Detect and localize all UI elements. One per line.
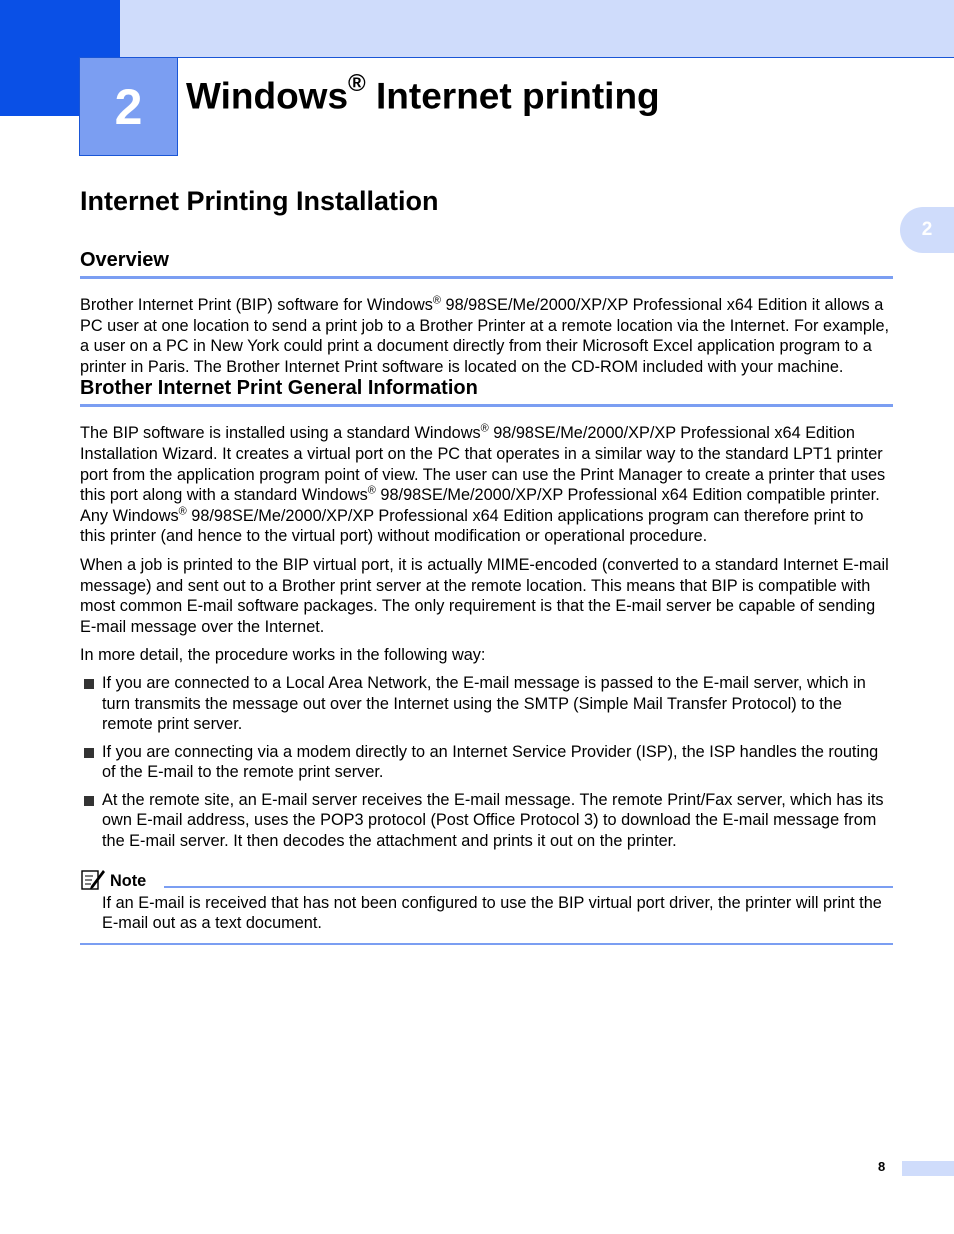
page-number: 8 bbox=[878, 1159, 886, 1174]
header-band bbox=[0, 0, 954, 58]
registered-mark: ® bbox=[367, 484, 376, 497]
overview-heading: Overview bbox=[80, 249, 893, 279]
chapter-title bbox=[186, 70, 660, 117]
chapter-title-word: Windows bbox=[186, 75, 349, 117]
note-pencil-icon bbox=[80, 867, 106, 891]
procedure-list bbox=[80, 673, 893, 852]
overview-paragraph: Brother Internet Print (BIP) software for Windows® 98/98SE/Me/2000/XP/XP Professional x64 Edition it allows a PC user at one location to send a print job to a Brother Printer at a remote location via the Internet. For example, a user on a PC in New York could print a document directly from their Microsoft Excel application program to a printer in Paris. The Brother Internet Print software is located on the CD-ROM included with your machine. bbox=[80, 294, 890, 376]
general-paragraph-3: In more detail, the procedure works in the following way: bbox=[80, 646, 486, 665]
footer-tab bbox=[902, 1161, 954, 1176]
general-info-heading: Brother Internet Print General Information bbox=[80, 377, 893, 407]
list-item: At the remote site, an E-mail server receives the E-mail message. The remote Print/Fax server, which has its own E-mail address, uses the POP3 protocol (Post Office Protocol 3) to download the E-mail message from the E-mail server. It then decodes the attachment and prints it out on the printer. bbox=[80, 790, 893, 852]
general-paragraph-1: The BIP software is installed using a standard Windows® 98/98SE/Me/2000/XP/XP Professional x64 Edition Installation Wizard. It creates a virtual port on the PC that operates in a similar way to the standard LPT1 printer port from the application program point of view. The user can use the Print Manager to create a printer that uses this port along with a standard Windows® 98/98SE/Me/2000/XP/XP Professional x64 Edition compatible printer. Any Windows® 98/98SE/Me/2000/XP/XP Professional x64 Edition applications program can therefore print to this printer (and hence to the virtual port) without modification or operational procedure. bbox=[80, 422, 886, 546]
square-bullet-icon bbox=[84, 796, 94, 806]
square-bullet-icon bbox=[84, 748, 94, 758]
registered-mark: ® bbox=[432, 294, 441, 307]
page-content bbox=[80, 186, 893, 945]
chapter-number: 2 bbox=[79, 57, 178, 156]
registered-mark: ® bbox=[178, 505, 187, 518]
chapter-title-rest: Internet printing bbox=[365, 75, 660, 117]
side-chapter-tab: 2 bbox=[900, 207, 954, 253]
section-title: Internet Printing Installation bbox=[80, 186, 439, 216]
registered-mark: ® bbox=[348, 70, 366, 97]
square-bullet-icon bbox=[84, 679, 94, 689]
list-item: If you are connecting via a modem directly to an Internet Service Provider (ISP), the ISP handles the routing of the E-mail to the remote print server. bbox=[80, 742, 893, 783]
note-divider bbox=[164, 886, 893, 888]
note-header bbox=[80, 867, 893, 891]
registered-mark: ® bbox=[480, 422, 489, 435]
general-paragraph-2: When a job is printed to the BIP virtual port, it is actually MIME-encoded (converted to a standard Internet E-mail message) and sent out to a Brother print server at the remote location. This means that BIP is compatible with most common E-mail software packages. The only requirement is that the E-mail server be capable of sending E-mail message over the Internet. bbox=[80, 555, 889, 636]
list-item: If you are connected to a Local Area Network, the E-mail message is passed to the E-mail server, which in turn transmits the message out over the Internet using the SMTP (Simple Mail Transfer Protocol) to the remote print server. bbox=[80, 673, 893, 735]
note-text: If an E-mail is received that has not been configured to use the BIP virtual port driver, the printer will print the E-mail out as a text document. bbox=[102, 893, 882, 933]
note-label: Note bbox=[110, 871, 147, 890]
note-box bbox=[80, 867, 893, 945]
